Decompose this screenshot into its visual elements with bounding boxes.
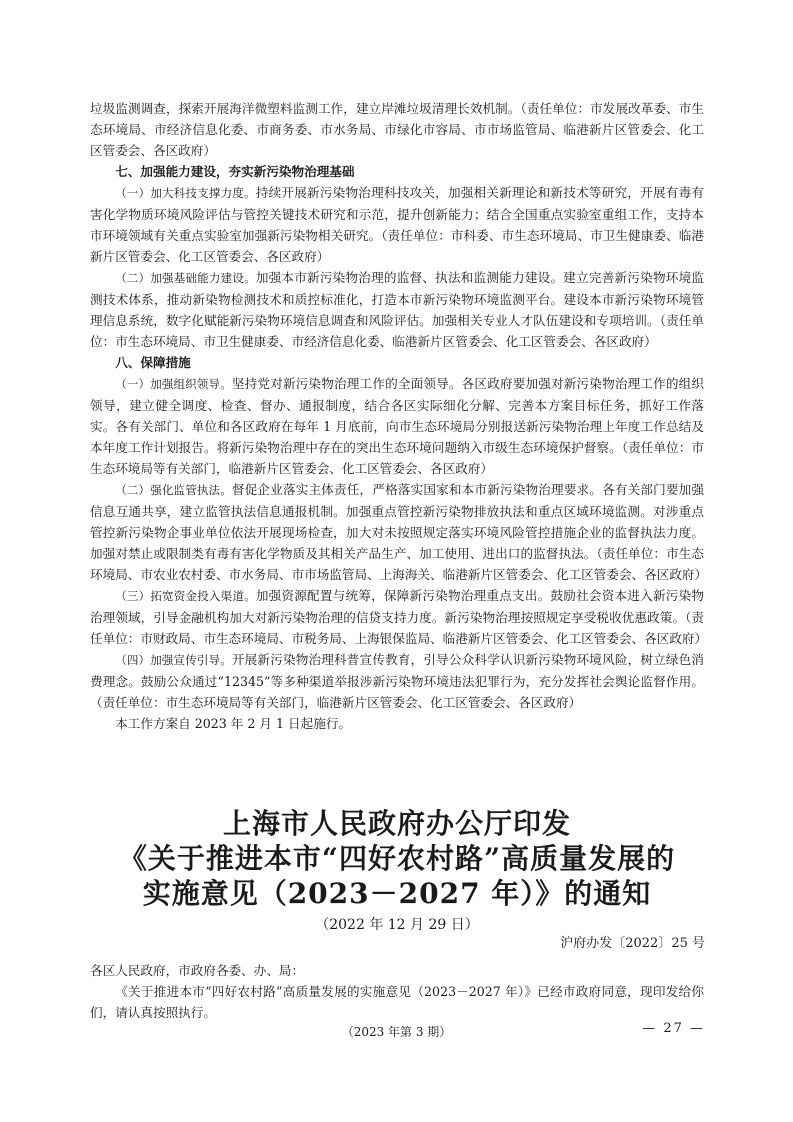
subheading-lead: （三）拓宽资金投入渠道。 [115, 589, 256, 603]
notice-body [90, 960, 704, 1023]
subheading-lead: （一）加大科技支撑力度。 [115, 186, 256, 200]
paragraph-text: 开展新污染物治理科普宣传教育，引导公众科学认识新污染物环境风险，树立绿色消费理念。鼓励公众通过“12345”等多种渠道举报涉新污染物环境违法犯罪行为，充分发挥社会舆论监督作用。（责任单位：市生态环境局等有关部门，临港新片区管委会、化工区管委会、各区政府） [90, 652, 705, 710]
notice-title-line-3: 实施意见（2023－2027 年）》的通知 [142, 877, 652, 910]
document-number: 沪府办发〔2022〕25 号 [560, 936, 705, 951]
paragraph-text: 坚持党对新污染物治理工作的全面领导。各区政府要加强对新污染物治理工作的组织领导，建立健全调度、检查、督办、通报制度，结合各区实际细化分解、完善本方案目标任务，抓好工作落实。各有关部门、单位和各区政府在每年 1 月底前，向市生态环境局分别报送新污染物治理上年度工作总结及本年度工作计划报告。将新污染物治理中存在的突出生态环境问题纳入市级生态环境保护督察。（责任单位：市生态环境局等有关部门，临港新片区管委会、化工区管委会、各区政府） [90, 376, 705, 476]
subheading-lead: （二）加强基础能力建设。 [115, 271, 256, 285]
paragraph-7-2 [90, 267, 704, 352]
section-heading-7: 七、加强能力建设，夯实新污染物治理基础 [115, 164, 355, 179]
paragraph-8-3 [90, 585, 708, 649]
subheading-lead: （一）加强组织领导。 [115, 377, 232, 391]
paragraph-text: 加强本市新污染物治理的监督、执法和监测能力建设。建立完善新污染物环境监测技术体系，推动新染物检测技术和质控标准化，打造本市新污染物环境监测平台。建设本市新污染物环境管理信息系统，数字化赋能新污染物环境信息调查和风险评估。加强相关专业人才队伍建设和专项培训。（责任单位：市生态环境局、市卫生健康委、市经济信息化委、临港新片区管委会、化工区管委会、各区政府） [90, 270, 705, 349]
page-number: — 27 — [642, 1021, 705, 1036]
paragraph-7-1 [90, 182, 704, 267]
subheading-lead: （四）加强宣传引导。 [115, 653, 232, 667]
notice-text: 《关于推进本市“四好农村路”高质量发展的实施意见（2023－2027 年）》已经市政府同意，现印发给你们，请认真按照执行。 [90, 984, 704, 1020]
subheading-lead: （二）强化监管执法。 [115, 483, 232, 497]
notice-title-block [90, 806, 704, 935]
effective-date-line: 本工作方案自 2023 年 2 月 1 日起施行。 [115, 716, 352, 731]
body-text [90, 98, 708, 734]
paragraph-continuation: 垃圾监测调查，探索开展海洋微塑料监测工作，建立岸滩垃圾清理长效机制。（责任单位：市发展改革委、市生态环境局、市经济信息化委、市商务委、市水务局、市绿化市容局、市市场监管局、临港新片区管委会、化工区管委会、各区政府） [90, 101, 704, 158]
footer-issue: （2023 年第 3 期） [341, 1025, 452, 1039]
paragraph-text: 加强资源配置与统筹，保障新污染物治理重点支出。鼓励社会资本进入新污染物治理领域，引导金融机构加大对新污染物治理的信贷支持力度。新污染物治理按照规定享受税收优惠政策。（责任单位：市财政局、市生态环境局、市税务局、上海银保监局、临港新片区管委会、化工区管委会、各区政府） [90, 588, 708, 646]
notice-title-line-2: 《关于推进本市“四好农村路”高质量发展的 [118, 842, 676, 875]
paragraph-text: 持续开展新污染物治理科技攻关，加强相关新理论和新技术等研究，开展有毒有害化学物质环境风险评估与管控关键技术研究和示范，提升创新能力；结合全国重点实验室重组工作，支持本市环境领域有关重点实验室加强新污染物相关研究。（责任单位：市科委、市生态环境局、市卫生健康委、临港新片区管委会、化工区管委会、各区政府） [90, 185, 705, 264]
section-heading-8: 八、保障措施 [115, 355, 191, 370]
paragraph-8-4 [90, 649, 704, 713]
notice-date: （2022 年 12 月 29 日） [315, 917, 479, 933]
notice-addressee: 各区人民政府，市政府各委、办、局： [90, 963, 305, 978]
paragraph-text: 督促企业落实主体责任，严格落实国家和本市新污染物治理要求。各有关部门要加强信息互通共享，建立监管执法信息通报机制。加强重点管控新污染物排放执法和重点区域环境监测。对涉重点管控新污染物企事业单位依法开展现场检查，加大对未按照规定落实环境风险管控措施企业的监督执法力度。加强对禁止或限制类有毒有害化学物质及其相关产品生产、加工使用、进出口的监督执法。（责任单位：市生态环境局、市农业农村委、市水务局、市市场监管局、上海海关、临港新片区管委会、化工区管委会、各区政府） [90, 482, 708, 582]
paragraph-8-2 [90, 479, 708, 585]
paragraph-8-1 [90, 373, 704, 479]
notice-title-line-1: 上海市人民政府办公厅印发 [222, 807, 571, 840]
